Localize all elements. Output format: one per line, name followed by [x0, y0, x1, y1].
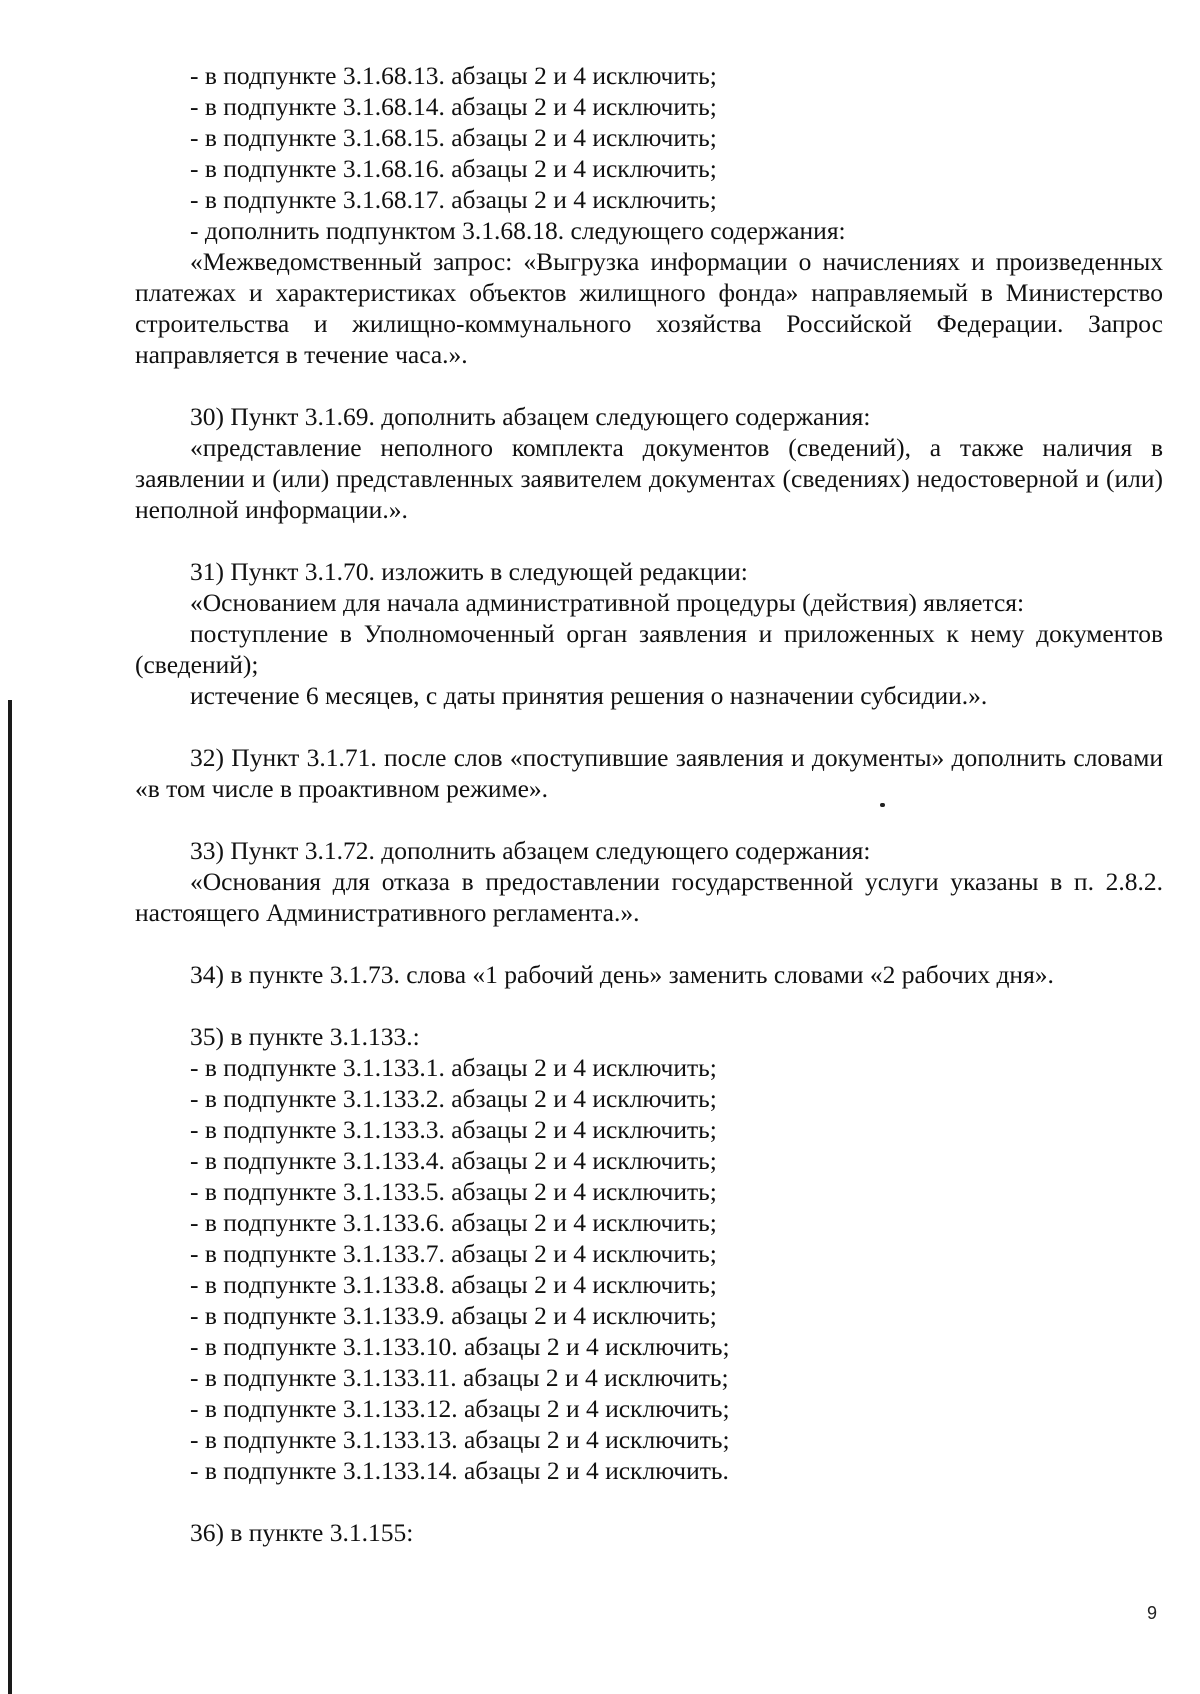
list-item: - в подпункте 3.1.133.11. абзацы 2 и 4 исключить; [190, 1363, 729, 1392]
item-30-heading: 30) Пункт 3.1.69. дополнить абзацем следующего содержания: [190, 402, 871, 431]
list-item: - в подпункте 3.1.133.9. абзацы 2 и 4 исключить; [190, 1301, 717, 1330]
item-33-heading: 33) Пункт 3.1.72. дополнить абзацем следующего содержания: [190, 836, 871, 865]
list-item: - в подпункте 3.1.133.1. абзацы 2 и 4 исключить; [190, 1053, 717, 1082]
list-item: - дополнить подпунктом 3.1.68.18. следующего содержания: [190, 216, 846, 245]
list-item: - в подпункте 3.1.133.13. абзацы 2 и 4 исключить; [190, 1425, 730, 1454]
item-32-text: 32) Пункт 3.1.71. после слов «поступившие заявления и документы» дополнить словами «в том числе в проактивном режиме». [135, 743, 1163, 803]
list-item: - в подпункте 3.1.68.17. абзацы 2 и 4 исключить; [190, 185, 717, 214]
item-30-text: «представление неполного комплекта документов (сведений), а также наличия в заявлении и (или) представленных заявителем документах (сведениях) недостоверной и (или) неполной информации.». [135, 433, 1163, 524]
item-31-heading: 31) Пункт 3.1.70. изложить в следующей редакции: [190, 557, 748, 586]
list-item: - в подпункте 3.1.133.10. абзацы 2 и 4 исключить; [190, 1332, 730, 1361]
item-36-heading: 36) в пункте 3.1.155: [190, 1518, 414, 1547]
scan-left-border [8, 700, 12, 1694]
scan-speck [880, 803, 885, 807]
item-31-text-1: «Основанием для начала административной процедуры (действия) является: [190, 588, 1025, 617]
list-item: - в подпункте 3.1.133.2. абзацы 2 и 4 исключить; [190, 1084, 717, 1113]
item-35-heading: 35) в пункте 3.1.133.: [190, 1022, 420, 1051]
page-number: 9 [1147, 1603, 1158, 1623]
list-item: - в подпункте 3.1.68.16. абзацы 2 и 4 исключить; [190, 154, 717, 183]
list-item: - в подпункте 3.1.133.5. абзацы 2 и 4 исключить; [190, 1177, 717, 1206]
item-33-text: «Основания для отказа в предоставлении государственной услуги указаны в п. 2.8.2. настоящего Административного регламента.». [135, 867, 1163, 927]
list-item: - в подпункте 3.1.68.14. абзацы 2 и 4 исключить; [190, 92, 717, 121]
list-item: - в подпункте 3.1.133.8. абзацы 2 и 4 исключить; [190, 1270, 717, 1299]
list-item: - в подпункте 3.1.133.7. абзацы 2 и 4 исключить; [190, 1239, 717, 1268]
paragraph-interagency-request: «Межведомственный запрос: «Выгрузка информации о начислениях и произведенных платежах и характеристиках объектов жилищного фонда» направляемый в Министерство строительства и жилищно-коммунального хозяйства Российской Федерации. Запрос направляется в течение часа.». [135, 247, 1163, 369]
list-item: - в подпункте 3.1.133.6. абзацы 2 и 4 исключить; [190, 1208, 717, 1237]
list-item: - в подпункте 3.1.133.14. абзацы 2 и 4 исключить. [190, 1456, 729, 1485]
item-31-text-2: поступление в Уполномоченный орган заявления и приложенных к нему документов (сведений); [135, 619, 1163, 679]
item-34-text: 34) в пункте 3.1.73. слова «1 рабочий день» заменить словами «2 рабочих дня». [190, 960, 1054, 989]
list-item: - в подпункте 3.1.133.4. абзацы 2 и 4 исключить; [190, 1146, 717, 1175]
item-31-text-3: истечение 6 месяцев, с даты принятия решения о назначении субсидии.». [190, 681, 988, 710]
list-item: - в подпункте 3.1.133.3. абзацы 2 и 4 исключить; [190, 1115, 717, 1144]
list-item: - в подпункте 3.1.68.13. абзацы 2 и 4 исключить; [190, 61, 717, 90]
list-item: - в подпункте 3.1.68.15. абзацы 2 и 4 исключить; [190, 123, 717, 152]
document-body [135, 60, 1163, 1548]
list-item: - в подпункте 3.1.133.12. абзацы 2 и 4 исключить; [190, 1394, 730, 1423]
